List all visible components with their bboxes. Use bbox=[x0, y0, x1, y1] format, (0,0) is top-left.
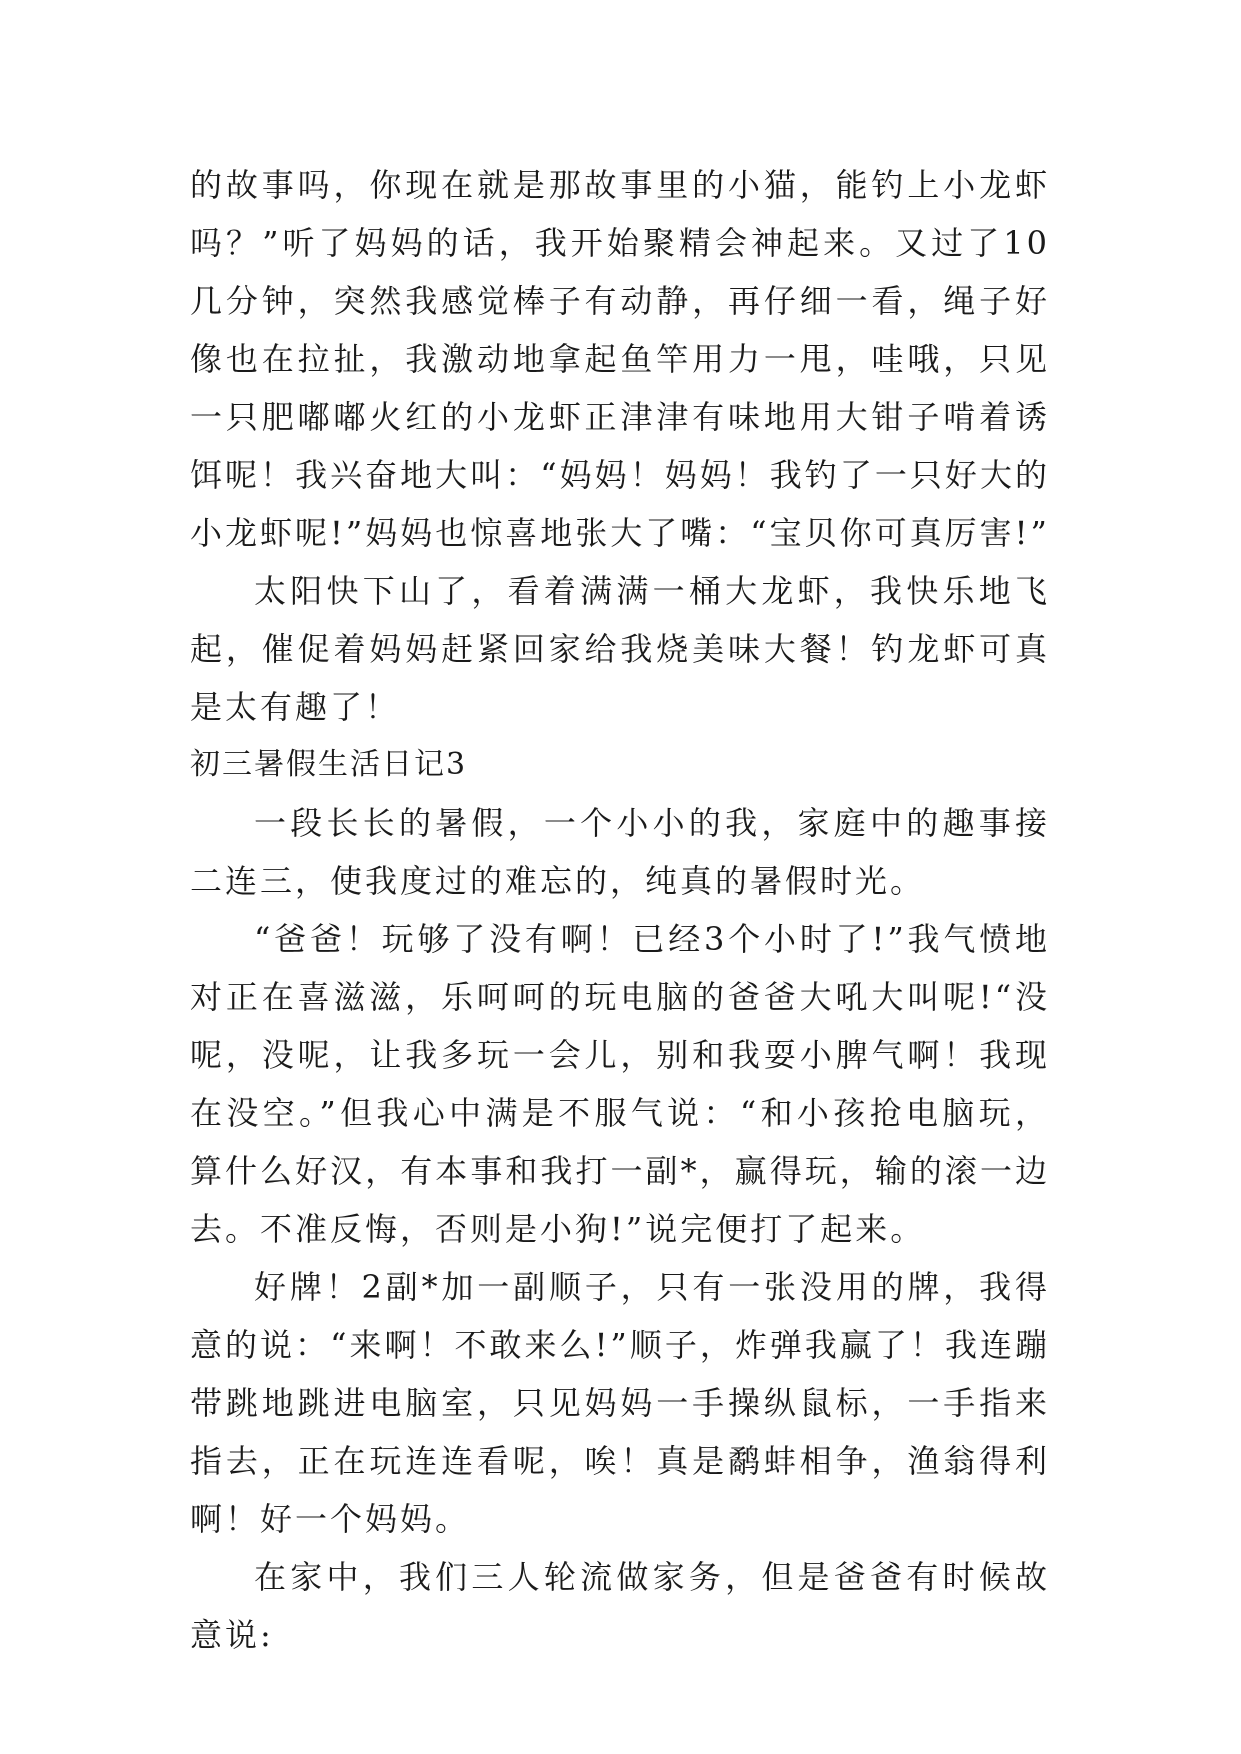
paragraph-3: 一段长长的暑假，一个小小的我，家庭中的趣事接二连三，使我度过的难忘的，纯真的暑假时光。 bbox=[190, 804, 1050, 900]
paragraph-6: 在家中，我们三人轮流做家务，但是爸爸有时候故意说: bbox=[190, 1558, 1050, 1654]
document-body bbox=[190, 156, 1050, 1664]
paragraph-5: 好牌！2副*加一副顺子，只有一张没用的牌，我得意的说：“来啊！不敢来么!”顺子，炸弹我赢了！我连蹦带跳地跳进电脑室，只见妈妈一手操纵鼠标，一手指来指去，正在玩连连看呢，唉！真是鹬蚌相争，渔翁得利啊！好一个妈妈。 bbox=[190, 1268, 1050, 1538]
paragraph-2: 太阳快下山了，看着满满一桶大龙虾，我快乐地飞起，催促着妈妈赶紧回家给我烧美味大餐！钓龙虾可真是太有趣了！ bbox=[190, 572, 1050, 726]
diary-heading: 初三暑假生活日记3 bbox=[190, 747, 468, 782]
paragraph-1: 的故事吗，你现在就是那故事里的小猫，能钓上小龙虾吗？”听了妈妈的话，我开始聚精会神起来。又过了10几分钟，突然我感觉棒子有动静，再仔细一看，绳子好像也在拉扯，我激动地拿起鱼竿用力一甩，哇哦，只见一只肥嘟嘟火红的小龙虾正津津有味地用大钳子啃着诱饵呢！我兴奋地大叫：“妈妈！妈妈！我钓了一只好大的小龙虾呢!”妈妈也惊喜地张大了嘴：“宝贝你可真厉害!” bbox=[190, 166, 1050, 552]
paragraph-4: “爸爸！玩够了没有啊！已经3个小时了!”我气愤地对正在喜滋滋，乐呵呵的玩电脑的爸爸大吼大叫呢!“没呢，没呢，让我多玩一会儿，别和我耍小脾气啊！我现在没空。”但我心中满是不服气说：“和小孩抢电脑玩，算什么好汉，有本事和我打一副*，赢得玩，输的滚一边去。不准反悔，否则是小狗!”说完便打了起来。 bbox=[190, 920, 1050, 1248]
